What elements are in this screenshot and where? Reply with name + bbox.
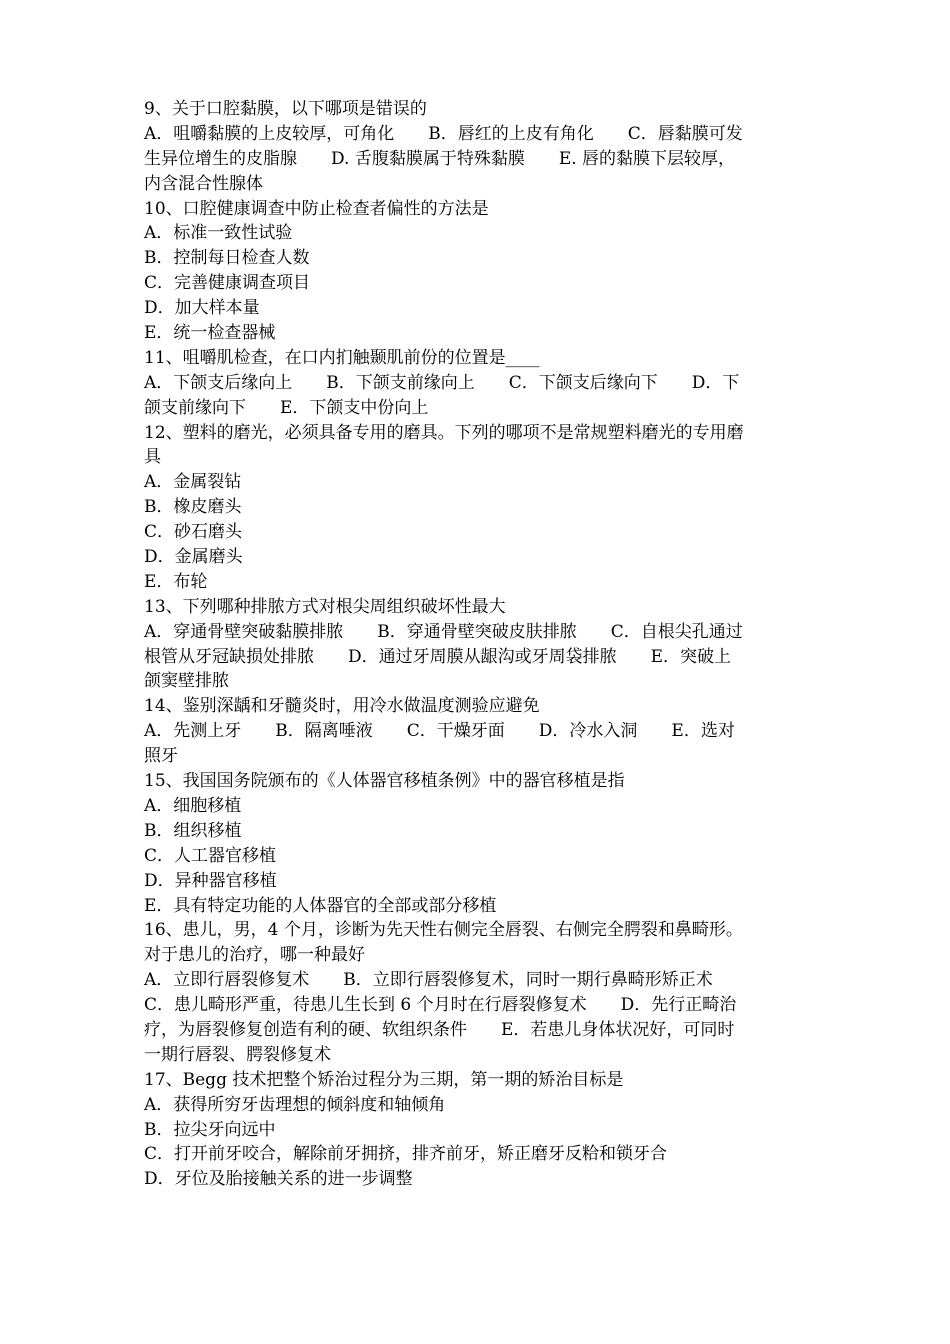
option-line: A．细胞移植 [144,795,242,816]
question-17 [144,1068,808,1192]
document-page [144,97,808,1192]
question-title: 16、患儿，男，4 个月，诊断为先天性右侧完全唇裂、右侧完全腭裂和鼻畸形。 [144,920,743,941]
option-line: C．完善健康调查项目 [144,273,311,294]
option-line: 颌窦壁排脓 [144,671,229,692]
question-title: 14、鉴别深龋和牙髓炎时，用冷水做温度测验应避免 [144,696,540,717]
option-line: E．统一检查器械 [144,323,276,344]
option-line: E．布轮 [144,571,208,592]
option-line: 颌支前缘向下 E．下颌支中份向上 [144,397,429,418]
option-line: B．拉尖牙向远中 [144,1119,276,1140]
question-9 [144,97,808,197]
option-line: C．患儿畸形严重，待患儿生长到 6 个月时在行唇裂修复术 D．先行正畸治 [144,995,737,1016]
option-line: E．具有特定功能的人体器官的全部或部分移植 [144,895,497,916]
option-line: A．咀嚼黏膜的上皮较厚，可角化 B．唇红的上皮有角化 C．唇黏膜可发 [144,123,743,144]
question-title-continued: 具 [144,447,161,468]
question-15 [144,769,808,918]
option-line: B．橡皮磨头 [144,497,242,518]
question-title: 17、Begg 技术把整个矫治过程分为三期，第一期的矫治目标是 [144,1069,624,1090]
option-line: 生异位增生的皮脂腺 D. 舌腹黏膜属于特殊黏膜 E. 唇的黏膜下层较厚， [144,148,736,169]
question-title: 9、关于口腔黏膜，以下哪项是错误的 [144,99,427,119]
question-title: 12、塑料的磨光，必须具备专用的磨具。下列的哪项不是常规塑料磨光的专用磨 [144,422,744,443]
option-line: 根管从牙冠缺损处排脓 D．通过牙周膜从龈沟或牙周袋排脓 E．突破上 [144,646,732,667]
option-line: C．人工器官移植 [144,845,277,866]
question-11 [144,346,808,421]
question-13 [144,595,808,695]
option-line: C．砂石磨头 [144,522,243,543]
question-title: 13、下列哪种排脓方式对根尖周组织破坏性最大 [144,596,506,617]
option-line: A．标准一致性试验 [144,223,293,244]
option-line: A．下颌支后缘向上 B．下颌支前缘向上 C．下颌支后缘向下 D．下 [144,372,740,393]
option-line: A．先测上牙 B．隔离唾液 C．干燥牙面 D．冷水入洞 E．选对 [144,721,735,742]
option-line: A．穿通骨壁突破黏膜排脓 B．穿通骨壁突破皮肤排脓 C．自根尖孔通过 [144,621,743,642]
question-16 [144,918,808,1067]
option-line: 内含混合性腺体 [144,173,263,194]
question-12 [144,421,808,595]
option-line: C．打开前牙咬合，解除前牙拥挤，排齐前牙，矫正磨牙反粭和锁牙合 [144,1144,668,1165]
option-line: A．立即行唇裂修复术 B．立即行唇裂修复术，同时一期行鼻畸形矫正术 [144,970,713,991]
option-line: B．控制每日检查人数 [144,248,310,269]
option-line: D．牙位及胎接触关系的进一步调整 [144,1169,413,1190]
question-title: 15、我国国务院颁布的《人体器官移植条例》中的器官移植是指 [144,771,625,792]
option-line: A．金属裂钻 [144,472,242,493]
question-title: 10、口腔健康调查中防止检查者偏性的方法是 [144,198,489,219]
option-line: D．异种器官移植 [144,870,277,891]
question-title-continued: 对于患儿的治疗，哪一种最好 [144,945,365,966]
question-14 [144,694,808,769]
option-line: D．金属磨头 [144,547,243,568]
option-line: B．组织移植 [144,820,242,841]
question-title: 11、咀嚼肌检查，在口内扪触颞肌前份的位置是____ [144,347,540,368]
option-line: 照牙 [144,746,178,767]
option-line: D．加大样本量 [144,298,260,319]
question-10 [144,197,808,346]
option-line: 一期行唇裂、腭裂修复术 [144,1044,331,1065]
option-line: A．获得所穷牙齿理想的倾斜度和轴倾角 [144,1094,446,1115]
option-line: 疗，为唇裂修复创造有利的硬、软组织条件 E．若患儿身体状况好，可同时 [144,1019,735,1040]
